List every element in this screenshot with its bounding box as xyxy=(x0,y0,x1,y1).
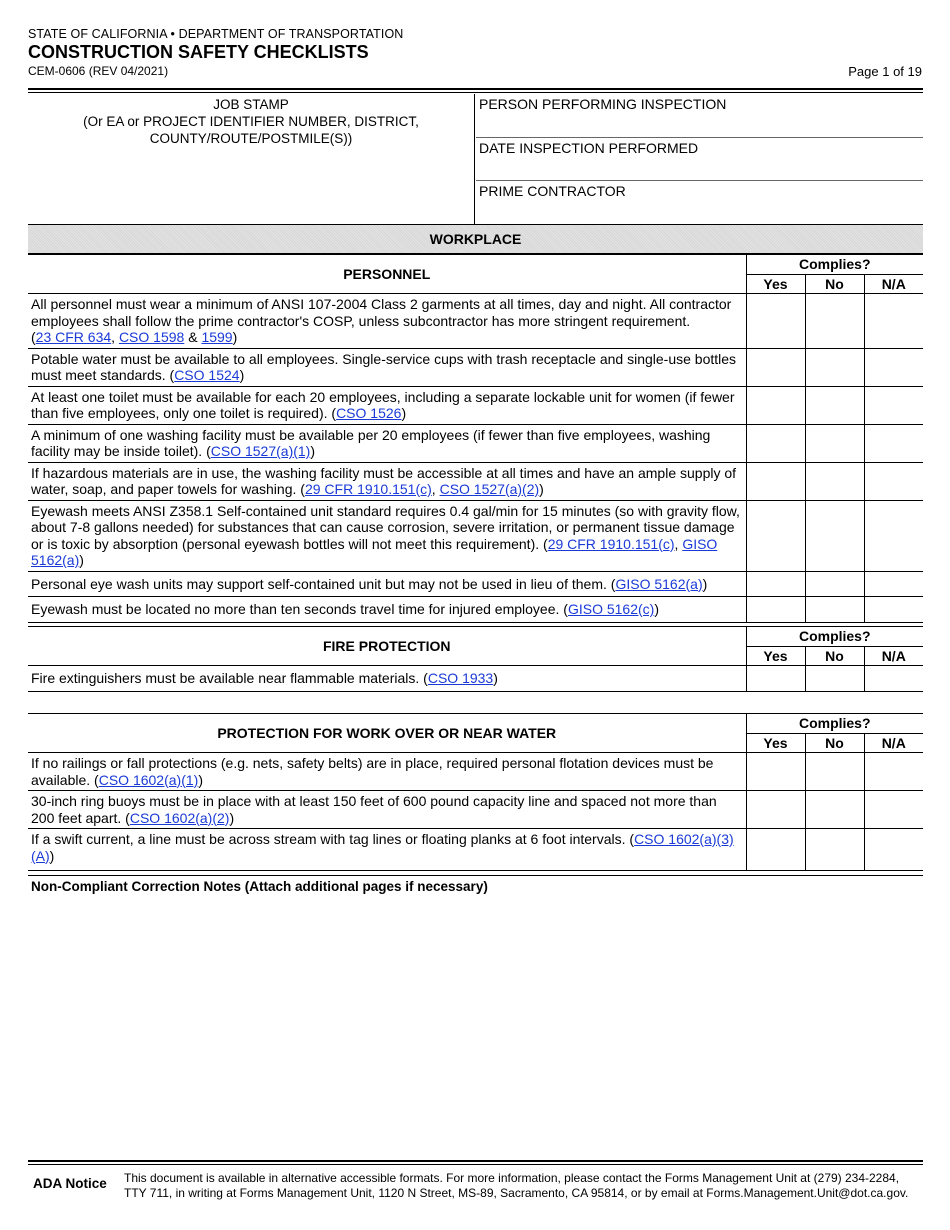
requirement-text: Potable water must be available to all employees. Single-service cups with trash receptacle and single-use bottles must meet standards. (CSO 1524) xyxy=(28,348,746,386)
date-inspection-field[interactable] xyxy=(476,138,923,180)
ada-notice-text xyxy=(124,1171,919,1201)
ada-notice-label: ADA Notice xyxy=(33,1176,107,1191)
section-title-fire-protection: FIRE PROTECTION xyxy=(28,627,746,666)
no-checkbox-cell[interactable] xyxy=(805,829,864,871)
na-checkbox-cell[interactable] xyxy=(864,386,923,424)
no-header: No xyxy=(805,646,864,666)
reference-link[interactable]: 29 CFR 1910.151(c) xyxy=(547,535,675,552)
yes-checkbox-cell[interactable] xyxy=(746,829,805,871)
footer-rule-thick xyxy=(28,1160,923,1162)
requirement-text: A minimum of one washing facility must be available per 20 employees (if fewer than five employees, washing facility may be inside toilet). (CSO 1527(a)(1)) xyxy=(28,424,746,462)
job-stamp-label: JOB STAMP xyxy=(213,97,289,112)
water-protection-table xyxy=(28,713,923,871)
checklist-row xyxy=(28,791,923,829)
requirement-text: Personal eye wash units may support self-contained unit but may not be used in lieu of them. (GISO 5162(a)) xyxy=(28,571,746,597)
checklist-row xyxy=(28,386,923,424)
na-header: N/A xyxy=(864,274,923,294)
checklist-row xyxy=(28,462,923,500)
complies-header: Complies? xyxy=(746,714,923,734)
na-checkbox-cell[interactable] xyxy=(864,791,923,829)
checklist-row xyxy=(28,753,923,791)
no-header: No xyxy=(805,733,864,753)
agency-line: STATE OF CALIFORNIA • DEPARTMENT OF TRANSPORTATION xyxy=(28,27,404,41)
fire-protection-table xyxy=(28,626,923,692)
yes-checkbox-cell[interactable] xyxy=(746,348,805,386)
footer-rule-thin xyxy=(28,1164,923,1165)
requirement-text: 30-inch ring buoys must be in place with at least 150 feet of 600 pound capacity line and spaced not more than 200 feet apart. (CSO 1602(a)(2)) xyxy=(28,791,746,829)
section-title-water-protection: PROTECTION FOR WORK OVER OR NEAR WATER xyxy=(28,714,746,753)
requirement-text: Eyewash must be located no more than ten seconds travel time for injured employee. (GISO 5162(c)) xyxy=(28,597,746,623)
person-performing-inspection-label: PERSON PERFORMING INSPECTION xyxy=(479,96,727,112)
reference-link[interactable]: CSO 1602(a)(1) xyxy=(98,771,199,788)
reference-link[interactable]: CSO 1524 xyxy=(174,367,240,383)
page-number: Page 1 of 19 xyxy=(848,64,922,79)
reference-link[interactable]: CSO 1527(a)(1) xyxy=(210,443,311,459)
complies-header: Complies? xyxy=(746,627,923,647)
no-checkbox-cell[interactable] xyxy=(805,666,864,692)
no-checkbox-cell[interactable] xyxy=(805,791,864,829)
yes-checkbox-cell[interactable] xyxy=(746,597,805,623)
section-title-personnel: PERSONNEL xyxy=(28,255,746,294)
requirement-text: Eyewash meets ANSI Z358.1 Self-contained unit standard requires 0.4 gal/min for 15 minutes (so with gravity flow, about 7-8 gallons needed) for substances that can cause corrosion, severe irritation, or permanent tissue damage or is toxic by absorption (personal eyewash bottles will not meet this requirement). (29 CFR 1910.151(c), GISO 5162(a)) xyxy=(28,500,746,571)
na-checkbox-cell[interactable] xyxy=(864,753,923,791)
no-checkbox-cell[interactable] xyxy=(805,753,864,791)
no-checkbox-cell[interactable] xyxy=(805,462,864,500)
job-stamp-note-2: COUNTY/ROUTE/POSTMILE(S)) xyxy=(149,131,353,146)
ada-notice-line: This document is available in alternative accessible formats. For more information, please contact the Forms Management Unit at (279) 234-2284, xyxy=(124,1171,900,1185)
form-title: CONSTRUCTION SAFETY CHECKLISTS xyxy=(28,42,369,62)
yes-checkbox-cell[interactable] xyxy=(746,294,805,349)
reference-link[interactable]: 29 CFR 1910.151(c) xyxy=(304,481,432,497)
personnel-table xyxy=(28,254,923,623)
yes-header: Yes xyxy=(746,646,805,666)
yes-checkbox-cell[interactable] xyxy=(746,571,805,597)
checklist-row xyxy=(28,348,923,386)
no-checkbox-cell[interactable] xyxy=(805,424,864,462)
no-checkbox-cell[interactable] xyxy=(805,348,864,386)
requirement-text: Fire extinguishers must be available near flammable materials. (CSO 1933) xyxy=(28,666,746,692)
na-header: N/A xyxy=(864,733,923,753)
reference-link[interactable]: GISO 5162(a) xyxy=(615,575,703,592)
na-checkbox-cell[interactable] xyxy=(864,294,923,349)
na-checkbox-cell[interactable] xyxy=(864,500,923,571)
header-rule-thick xyxy=(28,88,923,90)
yes-checkbox-cell[interactable] xyxy=(746,666,805,692)
reference-link[interactable]: GISO 5162(a) xyxy=(31,535,718,568)
checklist-row xyxy=(28,597,923,623)
checklist-row xyxy=(28,424,923,462)
notes-rule xyxy=(28,875,923,876)
na-header: N/A xyxy=(864,646,923,666)
requirement-text: If hazardous materials are in use, the washing facility must be accessible at all times and have an ample supply of water, soap, and paper towels for washing. (29 CFR 1910.151(c), CSO 1527(a)(2)) xyxy=(28,462,746,500)
reference-link[interactable]: CSO 1527(a)(2) xyxy=(439,481,540,497)
no-checkbox-cell[interactable] xyxy=(805,500,864,571)
non-compliant-notes-label: Non-Compliant Correction Notes (Attach additional pages if necessary) xyxy=(31,879,488,894)
yes-header: Yes xyxy=(746,733,805,753)
complies-header: Complies? xyxy=(746,255,923,275)
reference-link[interactable]: CSO 1598 xyxy=(118,329,185,345)
yes-checkbox-cell[interactable] xyxy=(746,791,805,829)
na-checkbox-cell[interactable] xyxy=(864,424,923,462)
no-checkbox-cell[interactable] xyxy=(805,294,864,349)
person-performing-inspection-field[interactable] xyxy=(476,94,923,137)
job-stamp-note-1: (Or EA or PROJECT IDENTIFIER NUMBER, DISTRICT, xyxy=(83,114,419,129)
reference-link[interactable]: CSO 1602(a)(3)(A) xyxy=(31,831,734,864)
checklist-row xyxy=(28,829,923,871)
requirement-text: If a swift current, a line must be across stream with tag lines or floating planks at 6 foot intervals. (CSO 1602(a)(3)(A)) xyxy=(28,829,746,871)
header-rule-thin xyxy=(28,92,923,93)
requirement-text: If no railings or fall protections (e.g. nets, safety belts) are in place, required personal flotation devices must be available. (CSO 1602(a)(1)) xyxy=(28,753,746,791)
no-checkbox-cell[interactable] xyxy=(805,597,864,623)
no-header: No xyxy=(805,274,864,294)
checklist-row xyxy=(28,571,923,597)
ada-notice-line: TTY 711, in writing at Forms Management Unit, 1120 N Street, MS-89, Sacramento, CA 95814, or by email at Forms.Management.Unit@dot.ca.gov. xyxy=(124,1186,909,1200)
requirement-text: All personnel must wear a minimum of ANSI 107-2004 Class 2 garments at all times, day and night. All contractor employees shall follow the prime contractor's COSP, unless subcontractor has more stringent requirement. (23 CFR 634, CSO 1598 & 1599) xyxy=(28,294,746,349)
job-stamp-area[interactable] xyxy=(28,94,475,224)
na-checkbox-cell[interactable] xyxy=(864,829,923,871)
prime-contractor-field[interactable] xyxy=(476,181,923,223)
na-checkbox-cell[interactable] xyxy=(864,571,923,597)
reference-link[interactable]: GISO 5162(c) xyxy=(567,601,655,617)
checklist-row xyxy=(28,294,923,349)
no-checkbox-cell[interactable] xyxy=(805,386,864,424)
yes-checkbox-cell[interactable] xyxy=(746,500,805,571)
yes-checkbox-cell[interactable] xyxy=(746,462,805,500)
requirement-text: At least one toilet must be available for each 20 employees, including a separate lockable unit for women (if fewer than five employees, only one toilet is required). (CSO 1526) xyxy=(28,386,746,424)
yes-checkbox-cell[interactable] xyxy=(746,386,805,424)
reference-link[interactable]: CSO 1933 xyxy=(427,670,494,686)
yes-checkbox-cell[interactable] xyxy=(746,424,805,462)
date-inspection-label: DATE INSPECTION PERFORMED xyxy=(479,140,699,156)
reference-link[interactable]: CSO 1602(a)(2) xyxy=(129,809,230,826)
na-checkbox-cell[interactable] xyxy=(864,666,923,692)
yes-checkbox-cell[interactable] xyxy=(746,753,805,791)
section-banner-workplace: WORKPLACE xyxy=(28,224,923,254)
na-checkbox-cell[interactable] xyxy=(864,597,923,623)
reference-link[interactable]: CSO 1526 xyxy=(336,405,402,421)
na-checkbox-cell[interactable] xyxy=(864,462,923,500)
form-number: CEM-0606 (REV 04/2021) xyxy=(28,64,169,78)
checklist-row xyxy=(28,500,923,571)
reference-link[interactable]: 23 CFR 634 xyxy=(35,329,112,345)
no-checkbox-cell[interactable] xyxy=(805,571,864,597)
reference-link[interactable]: 1599 xyxy=(201,329,233,345)
checklist-row xyxy=(28,666,923,692)
yes-header: Yes xyxy=(746,274,805,294)
notes-area[interactable] xyxy=(28,898,923,1156)
prime-contractor-label: PRIME CONTRACTOR xyxy=(479,183,626,199)
na-checkbox-cell[interactable] xyxy=(864,348,923,386)
